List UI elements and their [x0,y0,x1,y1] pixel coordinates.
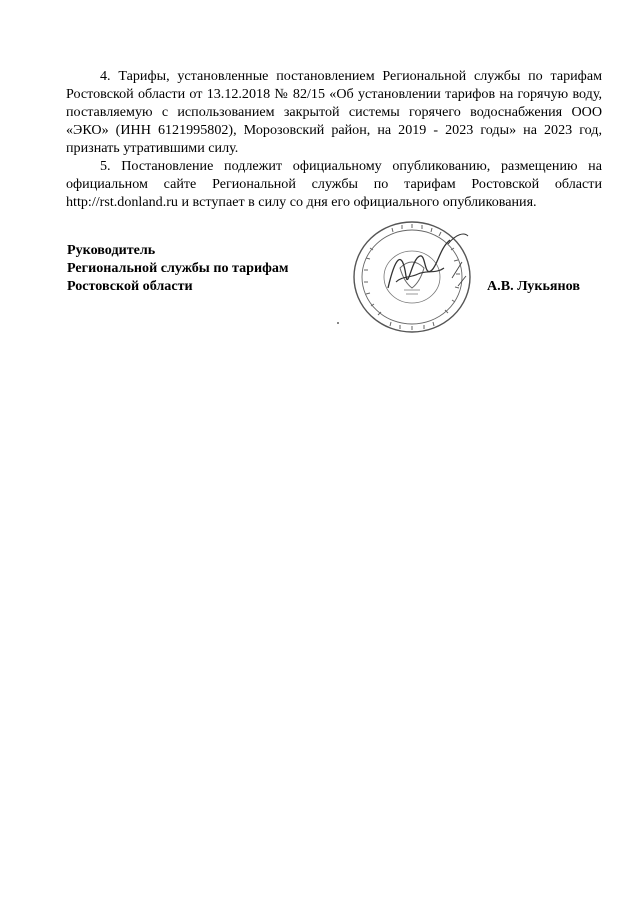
signer-position-line-2: Региональной службы по тарифам [67,260,289,276]
document-body [66,67,602,211]
paragraph-4: 4. Тарифы, установленные постановлением Региональной службы по тарифам Ростовской области от 13.12.2018 № 82/15 «Об установлении тарифов на горячую воду, поставляемую с использованием закрытой системы горячего водоснабжения ООО «ЭКО» (ИНН 6121995802), Морозовский район, на 2019 - 2023 годы» на 2023 год, признать утратившими силу. [66,68,602,156]
signer-position-line-1: Руководитель [67,242,156,258]
signer-position-line-3: Ростовской области [67,278,193,294]
signer-position [67,241,289,295]
official-seal-icon [340,218,480,336]
signer-name: А.В. Лукьянов [487,278,580,294]
scan-speck [337,322,339,324]
paragraph-5: 5. Постановление подлежит официальному опубликованию, размещению на официальном сайте Региональной службы по тарифам Ростовской области http://rst.donland.ru и вступает в силу со дня его официального опубликования. [66,158,602,210]
